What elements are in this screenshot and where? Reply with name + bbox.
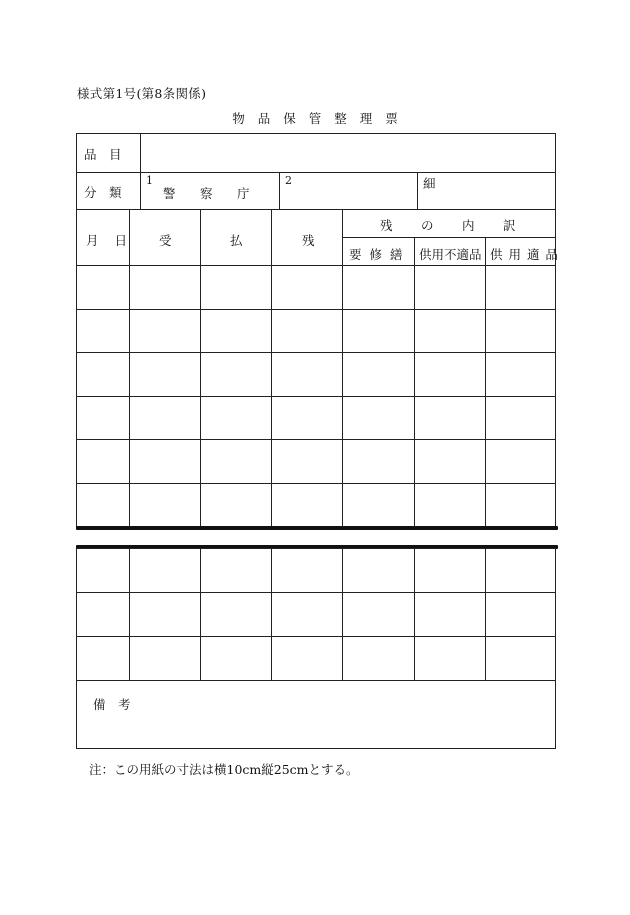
item-divider xyxy=(140,133,141,172)
remarks-top-line xyxy=(76,680,556,681)
header-bottom-line xyxy=(76,265,556,266)
col-header-pay: 払 xyxy=(230,233,243,248)
breakdown-subline xyxy=(342,237,556,238)
row-line xyxy=(76,352,556,353)
item-label: 品 目 xyxy=(84,147,122,162)
remarks-label: 備 考 xyxy=(93,697,131,712)
class-label: 分 類 xyxy=(84,185,122,200)
col-line-6 xyxy=(485,548,486,680)
col-line-5 xyxy=(414,548,415,680)
detail-label: 細 xyxy=(423,176,436,191)
col-line-2 xyxy=(200,209,201,528)
col-header-remain: 残 xyxy=(302,233,315,248)
col-header-unfit: 供用不適品 xyxy=(419,247,482,262)
row-line xyxy=(76,483,556,484)
form-number: 様式第1号(第8条関係) xyxy=(77,86,207,101)
col-header-fit: 供 用 適 品 xyxy=(490,247,559,262)
col-header-breakdown: 残 の 内 訳 xyxy=(380,218,524,233)
col-line-2 xyxy=(200,548,201,680)
class-cell2-number: 2 xyxy=(285,174,292,187)
class-divider-1 xyxy=(140,172,141,209)
col-header-repair: 要 修 繕 xyxy=(349,247,405,262)
col-line-1 xyxy=(129,548,130,680)
row-line xyxy=(76,396,556,397)
class-divider-2 xyxy=(279,172,280,209)
row-line xyxy=(76,592,556,593)
footnote: 注：この用紙の寸法は横10cm縦25cmとする。 xyxy=(89,762,359,777)
col-line-4 xyxy=(342,209,343,528)
form-title: 物品保管整理票 xyxy=(232,111,411,126)
class-divider-3 xyxy=(417,172,418,209)
col-header-receive: 受 xyxy=(159,233,172,248)
ledger-table-upper xyxy=(76,209,556,528)
class-cell1-text: 警 察 庁 xyxy=(163,186,256,201)
col-line-3 xyxy=(271,209,272,528)
row-line xyxy=(76,636,556,637)
class-cell1-number: 1 xyxy=(146,174,153,187)
col-line-1 xyxy=(129,209,130,528)
col-line-4 xyxy=(342,548,343,680)
col-header-date: 月 日 xyxy=(86,233,133,248)
row-line xyxy=(76,439,556,440)
col-line-6 xyxy=(485,237,486,528)
remarks-value[interactable] xyxy=(140,695,540,735)
item-value[interactable] xyxy=(148,145,548,161)
section-break-top xyxy=(76,526,558,530)
col-line-5 xyxy=(414,237,415,528)
col-line-3 xyxy=(271,548,272,680)
row-line xyxy=(76,309,556,310)
